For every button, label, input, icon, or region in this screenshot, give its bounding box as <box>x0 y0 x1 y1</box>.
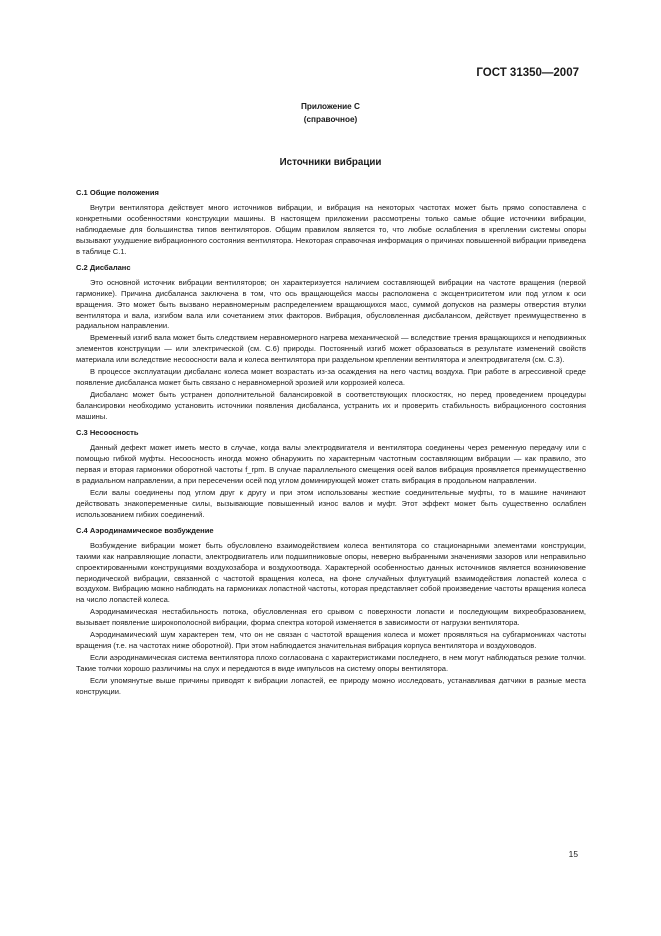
paragraph: Это основной источник вибрации вентиляторов; он характеризуется наличием составляющей вибрации на частоте вращения (первой гармонике). Причина дисбаланса заключена в том, что ось вращающейся массы расположена с эксцентриситетом или под углом к оси вращения. Это может быть вызвано неравномерным распределением вращающихся масс, суммой допусков на размеры отверстия втулки вентилятора и вала, изгибом вала или сочетанием этих факторов. Вибрация, обусловленная дисбалансом, действует преимущественно в радиальном направлении. <box>76 277 586 331</box>
paragraph: Аэродинамический шум характерен тем, что он не связан с частотой вращения колеса и может проявляться на субгармониках частоты вращения (т.е. на частотах ниже оборотной). При этом наблюдается значительная вибрация корпуса вентилятора и воздуховодов. <box>76 630 586 651</box>
annex-kind: (справочное) <box>303 115 358 124</box>
section-aerodynamic <box>76 526 586 698</box>
section-heading: С.4 Аэродинамическое возбуждение <box>76 525 214 535</box>
document-body <box>76 188 586 703</box>
annex-heading <box>0 100 661 126</box>
paragraph: Внутри вентилятора действует много источников вибрации, и вибрация на некоторых частотах может быть прямо сопоставлена с конкретными особенностями конструкции машины. В настоящем приложении рассмотрены только самые общие источники вибрации, наблюдаемые для большинства типов вентиляторов. Общим правилом является то, что любые ослабления в креплении системы опоры вызывают ухудшение вибрационного состояния вентилятора. Некоторая справочная информация о причинах повышенной вибрации приведена в таблице С.1. <box>76 202 586 256</box>
paragraph: Временный изгиб вала может быть следствием неравномерного нагрева механической — вследствие трения вращающихся и неподвижных элементов конструкции — или электрической (см. С.6) природы. Постоянный изгиб может образоваться в результате изменений свойств материала или вследствие несоосности вала и колеса вентилятора при раздельном креплении вентилятора и электродвигателя (см. С.3). <box>76 333 586 365</box>
paragraph: Дисбаланс может быть устранен дополнительной балансировкой в соответствующих плоскостях, но перед проведением процедуры балансировки необходимо установить источники появления дисбаланса, устранить их и проверить стабильность вибрационного состояния машины. <box>76 390 586 422</box>
section-heading: С.3 Несоосность <box>76 428 139 438</box>
section-misalignment <box>76 428 586 521</box>
paragraph: Если аэродинамическая система вентилятора плохо согласована с характеристиками последнего, в нем могут наблюдаться резкие толчки. Такие толчки хорошо различимы на слух и передаются в виде импульсов на систему опоры вентилятора. <box>76 653 586 674</box>
section-imbalance <box>76 263 586 423</box>
document-header: ГОСТ 31350—2007 <box>476 67 579 79</box>
section-general <box>76 188 586 258</box>
paragraph: Если упомянутые выше причины приводят к вибрации лопастей, ее природу можно исследовать, устанавливая датчики в разные места конструкции. <box>76 676 586 697</box>
paragraph: Данный дефект может иметь место в случае, когда валы электродвигателя и вентилятора соединены через ременную передачу или с помощью гибкой муфты. Несоосность иногда можно обнаружить по характерным частотным составляющим вибрации — как правило, это первая и вторая гармоники оборотной частоты f_rpm. В случае параллельного смещения осей валов вибрация проявляется преимущественно в радиальном направлении, а при пересечении осей под углом доминирующей может стать вибрация в продольном направлении. <box>76 443 586 485</box>
paragraph: Возбуждение вибрации может быть обусловлено взаимодействием колеса вентилятора со стационарными элементами конструкции, такими как направляющие лопасти, электродвигатель или подшипниковые опоры, неверно выбранными значениями зазоров или неправильно спроектированными конструкциями воздухозабора и воздухоотвода. Характерной особенностью данных источников является возникновение периодической вибрации, связанной с частотой вращения колеса, на фоне случайных флуктуаций взаимодействия лопастей колеса с воздухом. Вибрацию можно наблюдать на гармониках лопастной частоты, которая представляет собой произведение частоты вращения колеса на число лопастей колеса. <box>76 540 586 605</box>
section-heading: С.2 Дисбаланс <box>76 262 131 272</box>
paragraph: Если валы соединены под углом друг к другу и при этом использованы жесткие соединительные муфты, то в машине начинают действовать знакопеременные силы, вызывающие повышенный износ валов и муфт. Этот эффект может быть существенно ослаблен использованием гибких соединений. <box>76 487 586 519</box>
paragraph: Аэродинамическая нестабильность потока, обусловленная его срывом с поверхности лопасти и последующим вихреобразованием, вызывает появление широкополосной вибрации, форма спектра которой изменяется в зависимости от нагрузки вентилятора. <box>76 607 586 628</box>
section-heading: С.1 Общие положения <box>76 188 159 197</box>
annex-label: Приложение С <box>301 102 360 111</box>
paragraph: В процессе эксплуатации дисбаланс колеса может возрастать из-за осаждения на него частиц воздуха. При работе в агрессивной среде появление дисбаланса может быть связано с неравномерной эрозией или коррозией колеса. <box>76 367 586 388</box>
page-number: 15 <box>568 849 578 859</box>
page-title: Источники вибрации <box>279 157 382 168</box>
